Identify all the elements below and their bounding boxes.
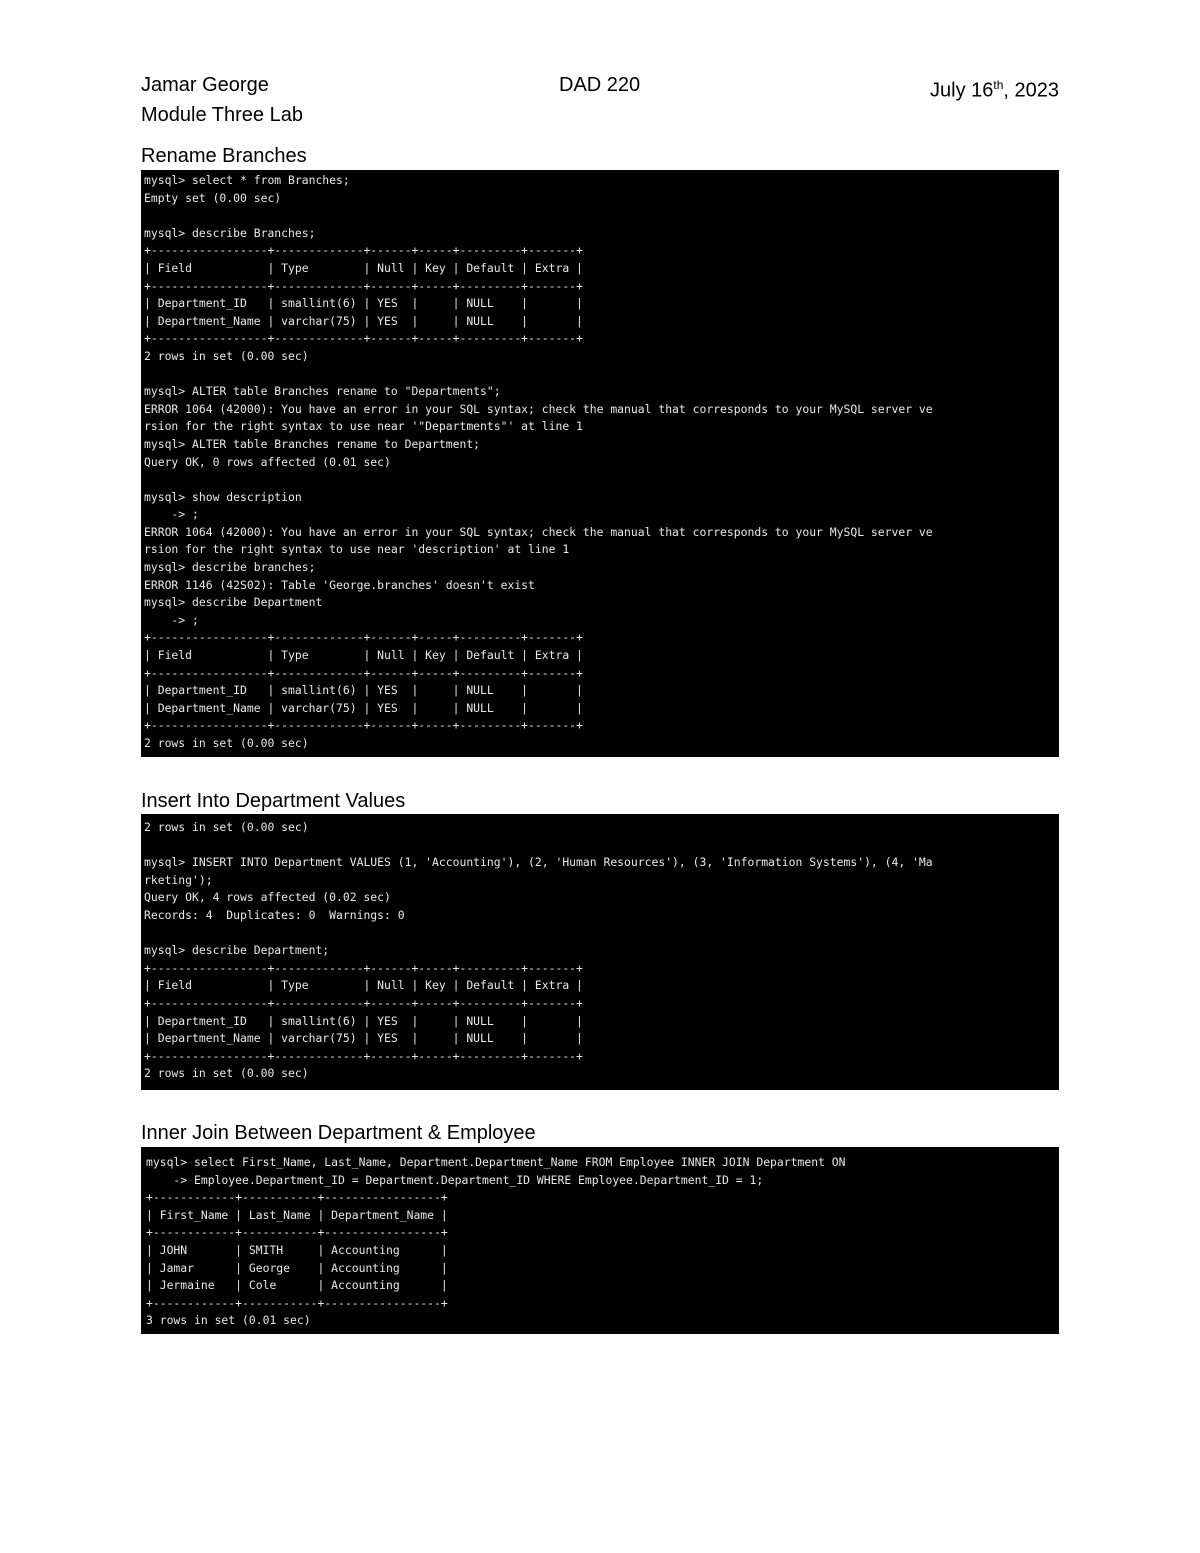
terminal-line: mysql> select * from Branches;: [144, 173, 350, 187]
terminal-line: rketing');: [144, 872, 213, 887]
terminal-line: | Department_ID | smallint(6) | YES | | NULL | |: [144, 1013, 583, 1028]
terminal-line: | Department_Name | varchar(75) | YES | | NULL | |: [144, 1031, 583, 1046]
terminal-line: | Jermaine | Cole | Accounting |: [146, 1278, 448, 1293]
terminal-line: mysql> describe Department: [144, 595, 323, 610]
terminal-line: +-----------------+-------------+------+-----+---------+-------+: [144, 995, 583, 1010]
terminal-line: Query OK, 0 rows affected (0.01 sec): [144, 454, 391, 469]
terminal-line: ERROR 1064 (42000): You have an error in your SQL syntax; check the manual that corresponds to your MySQL server ve: [144, 401, 933, 416]
date-suffix: , 2023: [1003, 79, 1059, 102]
terminal-line: +-----------------+-------------+------+-----+---------+-------+: [144, 1048, 583, 1063]
date-ordinal: th: [993, 78, 1004, 92]
terminal-line: mysql> select First_Name, Last_Name, Department.Department_Name FROM Employee INNER JOIN Department ON: [146, 1155, 846, 1169]
section-title-rename-branches: Rename Branches: [141, 145, 307, 167]
terminal-line: -> ;: [144, 507, 199, 522]
terminal-line: mysql> describe branches;: [144, 560, 316, 575]
document-subtitle: Module Three Lab: [141, 104, 303, 126]
terminal-line: +------------+-----------+-----------------+: [146, 1295, 448, 1310]
course-code: DAD 220: [559, 74, 641, 96]
terminal-line: +-----------------+-------------+------+-----+---------+-------+: [144, 630, 583, 645]
terminal-line: | Jamar | George | Accounting |: [146, 1260, 448, 1275]
terminal-line: -> ;: [144, 612, 199, 627]
terminal-line: mysql> describe Department;: [144, 943, 330, 958]
terminal-screenshot-inner-join: [141, 1147, 1059, 1334]
terminal-line: | Department_Name | varchar(75) | YES | | NULL | |: [144, 700, 583, 715]
terminal-line: +-----------------+-------------+------+-----+---------+-------+: [144, 665, 583, 680]
terminal-line: Query OK, 4 rows affected (0.02 sec): [144, 890, 391, 905]
terminal-output: [144, 819, 1059, 1083]
terminal-line: [144, 366, 1059, 384]
terminal-line: -> Employee.Department_ID = Department.Department_ID WHERE Employee.Department_ID = 1;: [146, 1172, 764, 1187]
terminal-line: +------------+-----------+-----------------+: [146, 1225, 448, 1240]
section-title-insert-values: Insert Into Department Values: [141, 790, 406, 812]
terminal-line: | Field | Type | Null | Key | Default | Extra |: [144, 260, 583, 275]
date-prefix: July 16: [930, 79, 994, 102]
terminal-line: +------------+-----------+-----------------+: [146, 1190, 448, 1205]
terminal-line: +-----------------+-------------+------+-----+---------+-------+: [144, 960, 583, 975]
terminal-line: | Field | Type | Null | Key | Default | Extra |: [144, 978, 583, 993]
terminal-line: [144, 837, 1059, 855]
terminal-line: rsion for the right syntax to use near 'description' at line 1: [144, 542, 570, 557]
terminal-line: 2 rows in set (0.00 sec): [144, 1066, 309, 1081]
terminal-line: | Department_Name | varchar(75) | YES | | NULL | |: [144, 313, 583, 328]
terminal-line: Empty set (0.00 sec): [144, 190, 282, 205]
terminal-line: | Department_ID | smallint(6) | YES | | NULL | |: [144, 296, 583, 311]
terminal-line: mysql> ALTER table Branches rename to Department;: [144, 436, 481, 451]
terminal-output: [144, 172, 1059, 753]
terminal-line: mysql> show description: [144, 489, 302, 504]
document-date: [930, 73, 1059, 103]
terminal-line: | Department_ID | smallint(6) | YES | | NULL | |: [144, 683, 583, 698]
terminal-line: ERROR 1064 (42000): You have an error in your SQL syntax; check the manual that corresponds to your MySQL server ve: [144, 524, 933, 539]
terminal-line: | JOHN | SMITH | Accounting |: [146, 1242, 448, 1257]
terminal-line: +-----------------+-------------+------+-----+---------+-------+: [144, 278, 583, 293]
terminal-line: ERROR 1146 (42S02): Table 'George.branches' doesn't exist: [144, 577, 535, 592]
terminal-line: +-----------------+-------------+------+-----+---------+-------+: [144, 243, 583, 258]
terminal-line: [144, 471, 1059, 489]
terminal-line: 3 rows in set (0.01 sec): [146, 1313, 311, 1328]
terminal-line: mysql> INSERT INTO Department VALUES (1, 'Accounting'), (2, 'Human Resources'), (3, 'Information Systems'), (4, 'Ma: [144, 855, 933, 870]
terminal-line: rsion for the right syntax to use near '"Departments"' at line 1: [144, 419, 583, 434]
terminal-output: [146, 1154, 1059, 1330]
terminal-line: mysql> describe Branches;: [144, 225, 316, 240]
terminal-line: +-----------------+-------------+------+-----+---------+-------+: [144, 331, 583, 346]
terminal-line: 2 rows in set (0.00 sec): [144, 348, 309, 363]
terminal-line: 2 rows in set (0.00 sec): [144, 820, 309, 834]
author-name: Jamar George: [141, 74, 269, 96]
terminal-line: Records: 4 Duplicates: 0 Warnings: 0: [144, 907, 405, 922]
terminal-screenshot-rename-branches: [141, 170, 1059, 757]
section-title-inner-join: Inner Join Between Department & Employee: [141, 1122, 536, 1144]
terminal-screenshot-insert-values: [141, 814, 1059, 1090]
terminal-line: mysql> ALTER table Branches rename to "Departments";: [144, 384, 501, 399]
terminal-line: +-----------------+-------------+------+-----+---------+-------+: [144, 718, 583, 733]
terminal-line: [144, 925, 1059, 943]
terminal-line: [144, 207, 1059, 225]
terminal-line: | First_Name | Last_Name | Department_Name |: [146, 1207, 448, 1222]
terminal-line: 2 rows in set (0.00 sec): [144, 736, 309, 750]
terminal-line: | Field | Type | Null | Key | Default | Extra |: [144, 648, 583, 663]
